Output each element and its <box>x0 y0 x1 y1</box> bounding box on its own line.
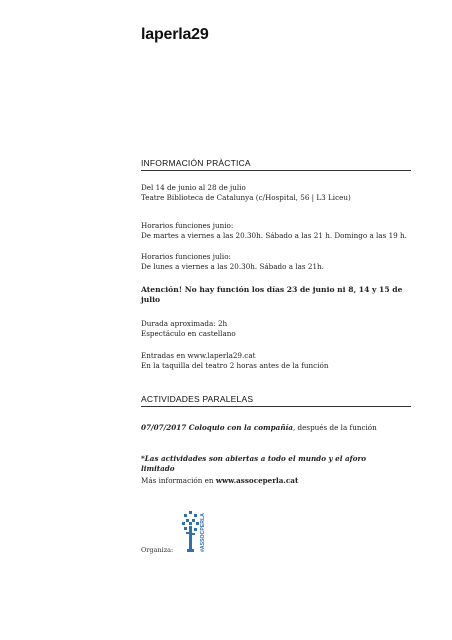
colloquy-line <box>141 423 416 433</box>
tree-icon <box>180 508 214 556</box>
july-title: Horarios funciones julio: <box>141 252 231 261</box>
colloquy-title: 07/07/2017 Coloquio con la compañía <box>141 423 293 432</box>
june-hours: De martes a viernes a las 20.30h. Sábado a las 21 h. Domingo a las 19 h. <box>141 231 407 240</box>
section-title-info: INFORMACIÓN PRÀCTICA <box>141 158 411 171</box>
more-info-link[interactable]: www.assoceperla.cat <box>215 476 299 485</box>
info-duration-block <box>141 319 416 339</box>
info-dates: Del 14 de junio al 28 de julio <box>141 183 246 192</box>
organizer-logo-text: #ASSOCPERLA <box>200 513 206 552</box>
june-title: Horarios funciones junio: <box>141 221 234 230</box>
more-info-prefix: Más información en <box>141 476 216 485</box>
organizer-label: Organiza: <box>141 546 174 554</box>
july-hours: De lunes a viernes a las 20.30h. Sábado a las 21h. <box>141 262 324 271</box>
language: Espectáculo en castellano <box>141 329 236 338</box>
info-tickets-block <box>141 351 416 371</box>
tickets-web: Entradas en www.laperla29.cat <box>141 351 256 360</box>
more-info-line <box>141 476 416 486</box>
organizer-logo <box>180 508 214 556</box>
tickets-box: En la taquilla del teatro 2 horas antes de la función <box>141 361 329 370</box>
activities-note <box>141 454 386 474</box>
colloquy-detail: , después de la función <box>292 423 377 432</box>
attention-notice <box>141 285 406 305</box>
info-dates-block <box>141 183 416 203</box>
info-july-block <box>141 252 416 272</box>
section-title-activities: ACTIVIDADES PARALELAS <box>141 394 411 407</box>
duration: Durada aproximada: 2h <box>141 319 228 328</box>
info-june-block <box>141 221 416 241</box>
brand-logo: laperla29 <box>141 26 209 43</box>
activities-note-text: *Las actividades son abiertas a todo el mundo y el aforo limitado <box>141 454 367 473</box>
attention-text: Atención! No hay función los días 23 de junio ni 8, 14 y 15 de julio <box>141 285 403 304</box>
info-venue: Teatre Biblioteca de Catalunya (c/Hospital, 56 | L3 Liceu) <box>141 193 351 202</box>
